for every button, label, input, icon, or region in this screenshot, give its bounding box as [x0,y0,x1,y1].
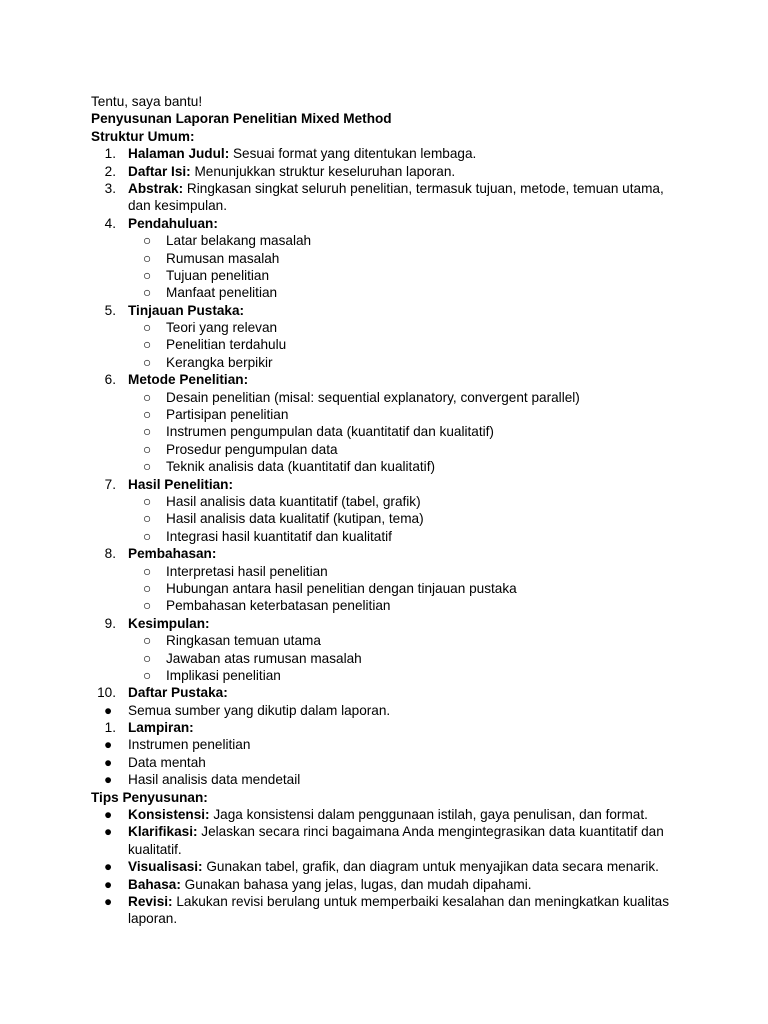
section-item: 9. Kesimpulan: [104,615,210,631]
sub-item: ○ Tujuan penelitian [143,267,270,283]
sub-item: ○ Hasil analisis data kualitatif (kutipan, tema) [143,511,424,527]
sub-item: ○ Partisipan penelitian [143,407,289,423]
bullet-item: ● Hasil analisis data mendetail [104,772,301,788]
sub-item: ○ Desain penelitian (misal: sequential explanatory, convergent parallel) [143,389,580,405]
section-item: 1. Halaman Judul: Sesuai format yang ditentukan lembaga. [104,146,477,162]
tips-heading: Tips Penyusunan: [91,789,208,805]
sub-item: ○ Instrumen pengumpulan data (kuantitatif dan kualitatif) [143,424,494,440]
sub-item: ○ Manfaat penelitian [143,285,278,301]
tip-item-continuation: laporan. [128,911,178,927]
structure-heading: Struktur Umum: [91,128,195,144]
section-item: 1. Lampiran: [104,720,194,736]
sub-item: ○ Hubungan antara hasil penelitian dengan tinjauan pustaka [143,580,517,596]
sub-item: ○ Teori yang relevan [143,320,278,336]
section-item: 7. Hasil Penelitian: [104,476,234,492]
section-item: 2. Daftar Isi: Menunjukkan struktur keseluruhan laporan. [104,163,456,179]
tip-item: ● Klarifikasi: Jelaskan secara rinci bagaimana Anda mengintegrasikan data kuantitatif dan [104,824,664,840]
sub-item: ○ Implikasi penelitian [143,667,281,683]
document-body [0,93,768,928]
section-item: 3. Abstrak: Ringkasan singkat seluruh penelitian, termasuk tujuan, metode, temuan utama, [104,180,664,196]
section-item: 8. Pembahasan: [104,546,217,562]
sub-item: ○ Teknik analisis data (kuantitatif dan kualitatif) [143,459,435,475]
sub-item: ○ Pembahasan keterbatasan penelitian [143,598,391,614]
sub-item: ○ Hasil analisis data kuantitatif (tabel, grafik) [143,493,421,509]
sub-item: ○ Interpretasi hasil penelitian [143,563,328,579]
sub-item: ○ Latar belakang masalah [143,233,312,249]
sub-item: ○ Ringkasan temuan utama [143,633,321,649]
sub-item: ○ Penelitian terdahulu [143,337,287,353]
tip-item: ● Bahasa: Gunakan bahasa yang jelas, lugas, dan mudah dipahami. [104,876,532,892]
bullet-item: ● Instrumen penelitian [104,737,251,753]
intro-line: Tentu, saya bantu! [91,94,203,109]
sub-item: ○ Rumusan masalah [143,250,280,266]
section-item: 5. Tinjauan Pustaka: [104,302,245,318]
section-item: 6. Metode Penelitian: [104,372,249,388]
section-item-continuation: dan kesimpulan. [128,198,227,214]
document-title: Penyusunan Laporan Penelitian Mixed Method [91,111,392,127]
tip-item: ● Revisi: Lakukan revisi berulang untuk memperbaiki kesalahan dan meningkatkan kualitas [104,893,670,909]
tip-item: ● Visualisasi: Gunakan tabel, grafik, dan diagram untuk menyajikan data secara menarik. [104,859,659,875]
tip-item: ● Konsistensi: Jaga konsistensi dalam penggunaan istilah, gaya penulisan, dan format. [104,807,648,823]
section-item: 10. Daftar Pustaka: [97,685,228,701]
section-item: 4. Pendahuluan: [104,215,218,231]
sub-item: ○ Integrasi hasil kuantitatif dan kualitatif [143,528,392,544]
tip-item-continuation: kualitatif. [128,841,182,857]
sub-item: ○ Jawaban atas rumusan masalah [143,650,362,666]
sub-item: ○ Prosedur pengumpulan data [143,441,338,457]
sub-item: ○ Kerangka berpikir [143,354,273,370]
bullet-item: ● Data mentah [104,754,206,770]
bullet-item: ● Semua sumber yang dikutip dalam laporan. [104,702,391,718]
